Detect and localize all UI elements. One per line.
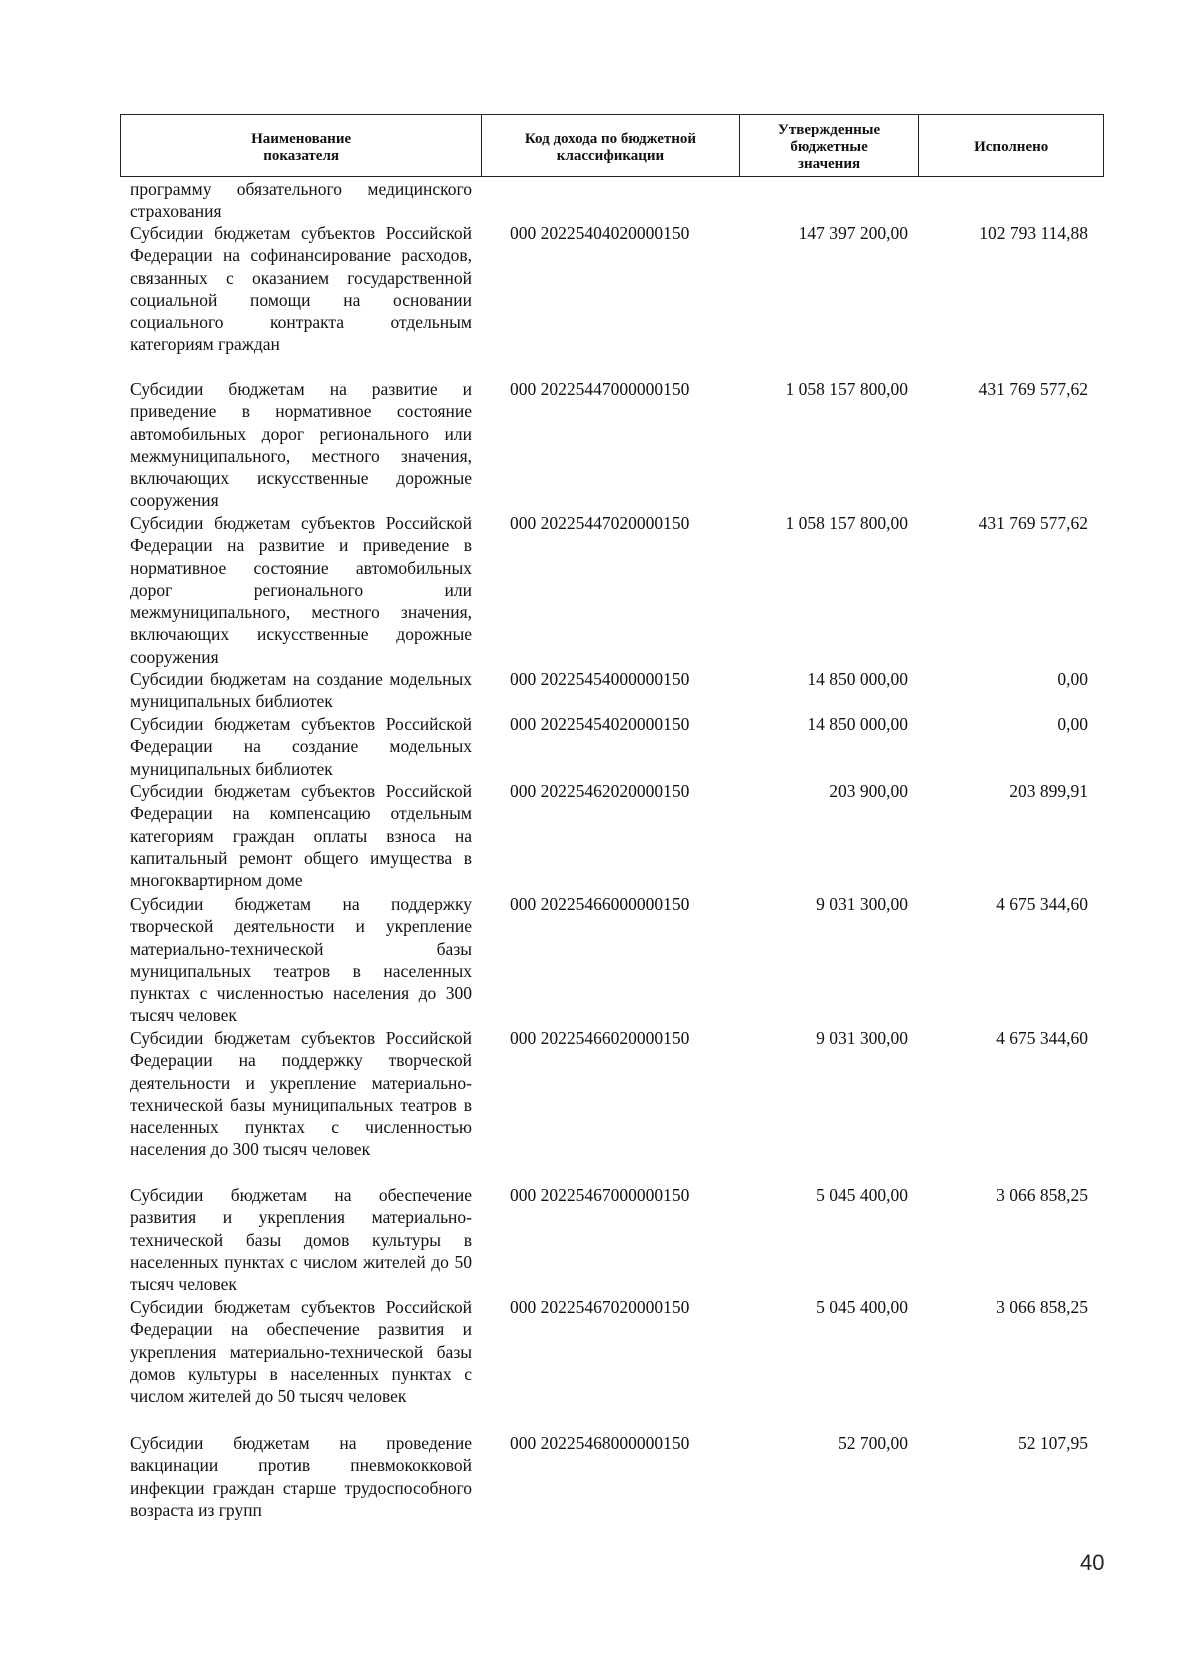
- row-indicator-name: Субсидии бюджетам на создание модельных муниципальных библиотек: [130, 669, 472, 712]
- row-executed-value: 0,00: [1057, 669, 1088, 689]
- header-income-code: Код дохода по бюджетной классификации: [482, 115, 739, 176]
- row-income-code: 000 20225466000000150: [510, 894, 690, 914]
- row-approved-value: 203 900,00: [829, 781, 908, 801]
- row-approved-value: 52 700,00: [838, 1433, 908, 1453]
- row-income-code: 000 20225447000000150: [510, 379, 690, 399]
- row-approved-value: 14 850 000,00: [807, 669, 908, 689]
- row-approved-value: 5 045 400,00: [816, 1297, 908, 1317]
- row-executed-value: 4 675 344,60: [996, 1028, 1088, 1048]
- row-indicator-name: Субсидии бюджетам на поддержку творческой деятельности и укрепление материально-технической базы муниципальных театров в населенных пунктах с численностью населения до 300 тысяч человек: [130, 894, 472, 1026]
- row-indicator-name: Субсидии бюджетам субъектов Российской Федерации на софинансирование расходов, связанных с оказанием государственной социальной помощи на основании социального контракта отдельным категориям граждан: [130, 223, 472, 355]
- row-income-code: 000 20225454020000150: [510, 714, 690, 734]
- row-approved-value: 9 031 300,00: [816, 894, 908, 914]
- row-income-code: 000 20225467020000150: [510, 1297, 690, 1317]
- row-indicator-name: Субсидии бюджетам на развитие и приведение в нормативное состояние автомобильных дорог регионального или межмуниципального, местного значения, включающих искусственные дорожные сооружения: [130, 379, 472, 511]
- row-approved-value: 5 045 400,00: [816, 1185, 908, 1205]
- row-executed-value: 3 066 858,25: [996, 1185, 1088, 1205]
- row-indicator-name: Субсидии бюджетам субъектов Российской Федерации на обеспечение развития и укрепления материально-технической базы домов культуры в населенных пунктах с числом жителей до 50 тысяч человек: [130, 1297, 472, 1407]
- row-income-code: 000 20225467000000150: [510, 1185, 690, 1205]
- header-indicator-name: Наименование показателя: [121, 115, 482, 176]
- header-approved-values: Утвержденные бюджетные значения: [740, 115, 920, 176]
- row-income-code: 000 20225462020000150: [510, 781, 690, 801]
- row-executed-value: 431 769 577,62: [978, 379, 1088, 399]
- row-income-code: 000 20225404020000150: [510, 223, 690, 243]
- row-income-code: 000 20225447020000150: [510, 513, 690, 533]
- row-indicator-name: Субсидии бюджетам на обеспечение развития и укрепления материально-технической базы домов культуры в населенных пунктах с числом жителей до 50 тысяч человек: [130, 1185, 472, 1295]
- row-income-code: 000 20225454000000150: [510, 669, 690, 689]
- row-indicator-name: Субсидии бюджетам на проведение вакцинации против пневмококковой инфекции граждан старше трудоспособного возраста из групп: [130, 1433, 472, 1520]
- row-executed-value: 3 066 858,25: [996, 1297, 1088, 1317]
- header-executed: Исполнено: [974, 139, 1049, 155]
- row-approved-value: 9 031 300,00: [816, 1028, 908, 1048]
- row-approved-value: 1 058 157 800,00: [785, 379, 908, 399]
- row-indicator-name: Субсидии бюджетам субъектов Российской Федерации на поддержку творческой деятельности и укрепление материально-технической базы муниципальных театров в населенных пунктах с численностью населения до 300 тысяч человек: [130, 1028, 472, 1160]
- page-number: 40: [1080, 1550, 1105, 1575]
- row-executed-value: 52 107,95: [1018, 1433, 1088, 1453]
- row-executed-value: 431 769 577,62: [978, 513, 1088, 533]
- row-executed-value: 203 899,91: [1009, 781, 1088, 801]
- row-executed-value: 4 675 344,60: [996, 894, 1088, 914]
- row-indicator-name: Субсидии бюджетам субъектов Российской Федерации на создание модельных муниципальных библиотек: [130, 714, 472, 779]
- row-executed-value: 0,00: [1057, 714, 1088, 734]
- row-income-code: 000 20225468000000150: [510, 1433, 690, 1453]
- row-income-code: 000 20225466020000150: [510, 1028, 690, 1048]
- row-approved-value: 14 850 000,00: [807, 714, 908, 734]
- row-approved-value: 1 058 157 800,00: [785, 513, 908, 533]
- row-indicator-name: Субсидии бюджетам субъектов Российской Федерации на компенсацию отдельным категориям граждан оплаты взноса на капитальный ремонт общего имущества в многоквартирном доме: [130, 781, 472, 891]
- row-approved-value: 147 397 200,00: [798, 223, 908, 243]
- row-indicator-name: Субсидии бюджетам субъектов Российской Федерации на развитие и приведение в нормативное состояние автомобильных дорог регионального или межмуниципального, местного значения, включающих искусственные дорожные сооружения: [130, 513, 472, 667]
- row-executed-value: 102 793 114,88: [979, 223, 1088, 243]
- row-indicator-name: программу обязательного медицинского страхования: [130, 179, 472, 222]
